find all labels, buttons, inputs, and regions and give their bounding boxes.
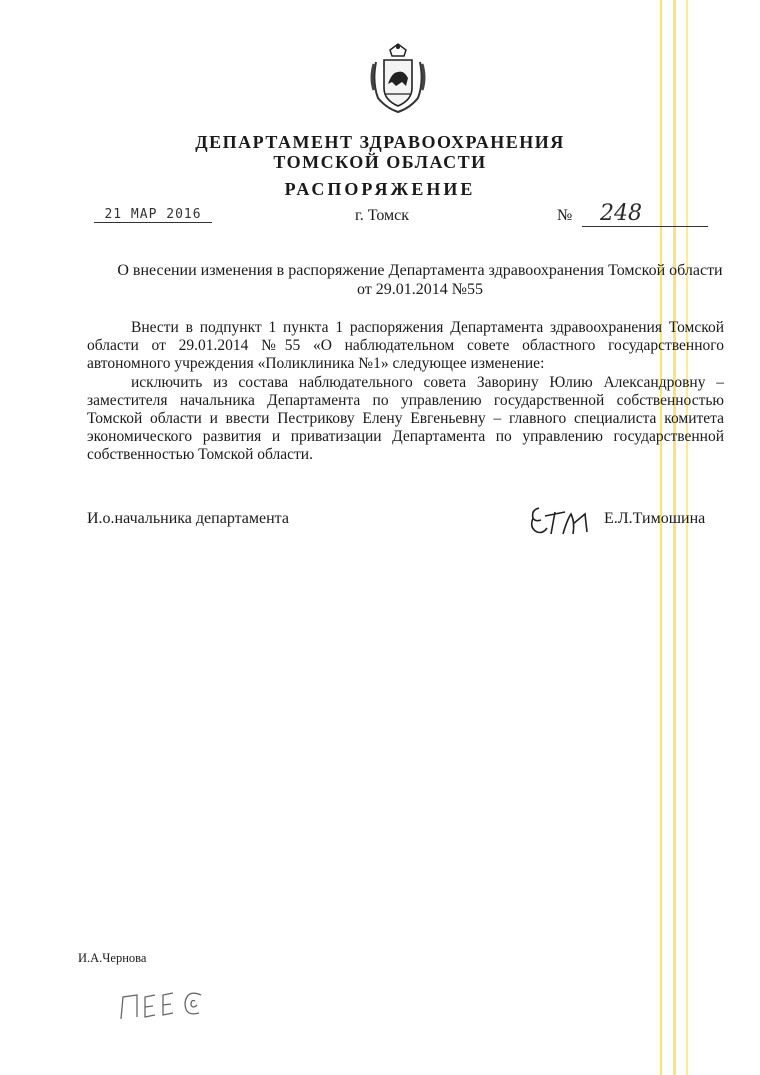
- body-paragraph-1: Внести в подпункт 1 пункта 1 распоряжения Департамента здравоохранения Томской области от 29.01.2014 №55 «О наблюдательном совете областного государственного автономного учреждения «Поликлиника №1» следующее изменение:: [87, 319, 724, 373]
- subject-line2: от 29.01.2014 №55: [356, 281, 484, 298]
- document-body: [87, 319, 724, 465]
- number-sign: №: [557, 207, 573, 224]
- date-stamp: 21 MAP 2016: [94, 207, 212, 223]
- signatory-name: Е.Л.Тимошина: [604, 510, 706, 527]
- department-title-line2: ТОМСКОЙ ОБЛАСТИ: [273, 152, 487, 172]
- handwritten-note: [115, 985, 215, 1023]
- document-subject: [60, 261, 760, 299]
- executor-name: И.А.Чернова: [78, 951, 147, 965]
- document-number: 248: [600, 201, 642, 226]
- coat-of-arms-icon: [368, 42, 428, 114]
- body-paragraph-2: исключить из состава наблюдательного совета Заворину Юлию Александровну – заместителя начальника Департамента по управлению государственной собственностью Томской области и ввести Пестрикову Елену Евгеньевну – главного специалиста комитета экономического развития и приватизации Департамента по управлению государственной собственностью Томской области.: [87, 373, 724, 464]
- handwritten-signature: [525, 500, 597, 540]
- document-type: РАСПОРЯЖЕНИЕ: [284, 179, 476, 199]
- city: г. Томск: [355, 207, 410, 224]
- subject-line1: О внесении изменения в распоряжение Департамента здравоохранения Томской области: [117, 262, 723, 279]
- department-title-line1: ДЕПАРТАМЕНТ ЗДРАВООХРАНЕНИЯ: [195, 132, 565, 152]
- signatory-position: И.о.начальника департамента: [87, 510, 289, 527]
